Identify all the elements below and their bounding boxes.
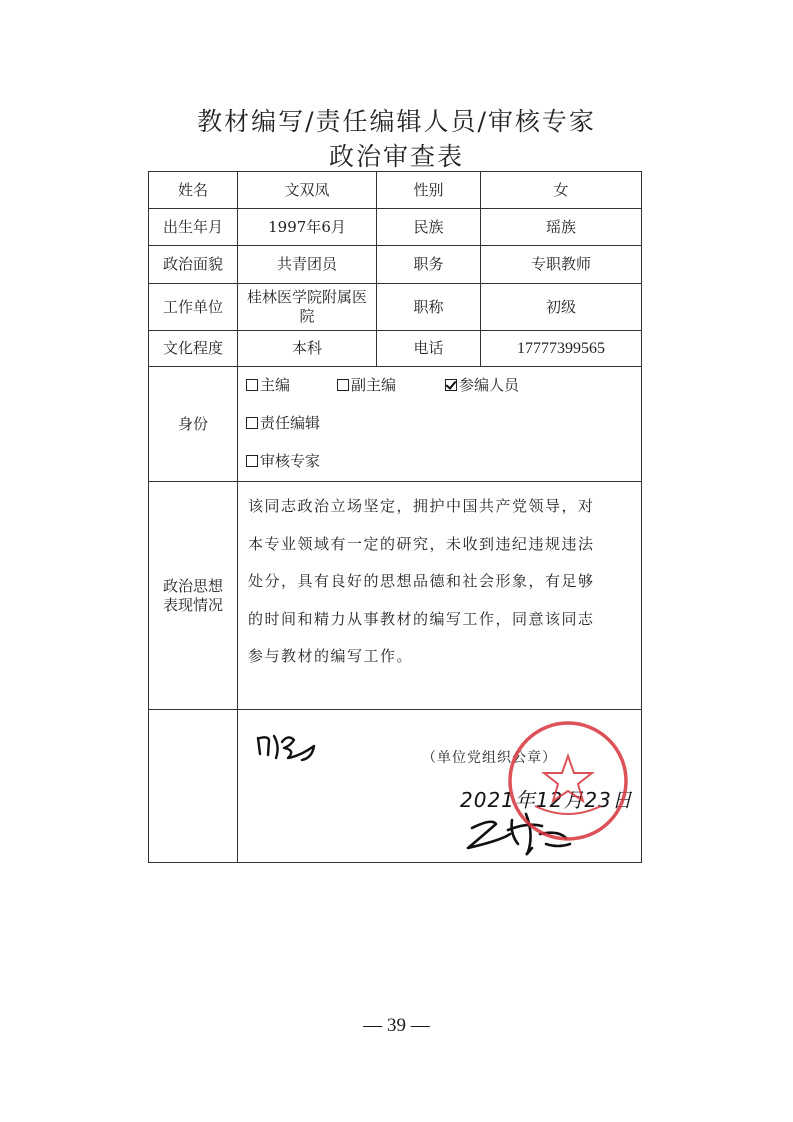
handwritten-agree-signature bbox=[254, 728, 324, 764]
label-evaluation bbox=[149, 482, 238, 710]
value-ethnicity: 瑶族 bbox=[481, 209, 642, 246]
checkbox-chief-editor-icon[interactable] bbox=[246, 379, 258, 391]
label-political-status: 政治面貌 bbox=[149, 246, 238, 284]
value-position: 专职教师 bbox=[481, 246, 642, 284]
row-evaluation bbox=[149, 482, 642, 710]
label-name: 姓名 bbox=[149, 172, 238, 209]
checkbox-contributor-checked-icon[interactable] bbox=[445, 379, 457, 391]
row-birth bbox=[149, 209, 642, 246]
option-responsible-editor-label: 责任编辑 bbox=[260, 414, 321, 432]
label-phone: 电话 bbox=[377, 331, 481, 367]
checkbox-deputy-editor-icon[interactable] bbox=[337, 379, 349, 391]
value-title: 初级 bbox=[481, 284, 642, 331]
value-political-status: 共青团员 bbox=[238, 246, 377, 284]
option-chief-editor-label: 主编 bbox=[260, 376, 291, 394]
approval-blank-label bbox=[149, 710, 238, 863]
label-gender: 性别 bbox=[377, 172, 481, 209]
row-education bbox=[149, 331, 642, 367]
label-identity: 身份 bbox=[149, 367, 238, 482]
option-responsible-editor[interactable] bbox=[246, 414, 320, 433]
value-gender: 女 bbox=[481, 172, 642, 209]
row-political bbox=[149, 246, 642, 284]
evaluation-line: 处分，具有良好的思想品德和社会形象，有足够 bbox=[248, 572, 595, 590]
option-contributor-label: 参编人员 bbox=[459, 376, 520, 394]
form-title-line2: 政治审查表 bbox=[328, 142, 464, 171]
evaluation-line: 的时间和精力从事教材的编写工作，同意该同志 bbox=[248, 609, 595, 628]
option-review-expert[interactable] bbox=[246, 452, 320, 471]
value-phone: 17777399565 bbox=[481, 331, 642, 367]
evaluation-line: 本专业领域有一定的研究，未收到违纪违规违法 bbox=[248, 534, 595, 553]
form-title-line1: 教材编写/责任编辑人员/审核专家 bbox=[197, 107, 596, 136]
option-deputy-editor[interactable] bbox=[337, 376, 396, 395]
row-workplace bbox=[149, 284, 642, 331]
identity-options bbox=[238, 367, 642, 482]
evaluation-line: 该同志政治立场坚定，拥护中国共产党领导，对 bbox=[248, 497, 595, 515]
label-ethnicity: 民族 bbox=[377, 209, 481, 246]
approval-date: 2021年12月23日 bbox=[460, 788, 633, 812]
label-education: 文化程度 bbox=[149, 331, 238, 367]
value-birth: 1997年6月 bbox=[238, 209, 377, 246]
row-name bbox=[149, 172, 642, 209]
evaluation-line: 参与教材的编写工作。 bbox=[248, 647, 414, 665]
label-position: 职务 bbox=[377, 246, 481, 284]
label-evaluation-line2: 表现情况 bbox=[162, 595, 223, 614]
value-name: 文双凤 bbox=[238, 172, 377, 209]
option-deputy-editor-label: 副主编 bbox=[351, 376, 397, 394]
official-seal-stamp bbox=[505, 718, 631, 844]
seal-note: （单位党组织公章） bbox=[422, 750, 557, 766]
option-review-expert-label: 审核专家 bbox=[260, 452, 321, 470]
row-identity bbox=[149, 367, 642, 482]
option-chief-editor[interactable] bbox=[246, 376, 290, 395]
label-birth: 出生年月 bbox=[149, 209, 238, 246]
label-evaluation-line1: 政治思想 bbox=[162, 576, 223, 595]
checkbox-review-expert-icon[interactable] bbox=[246, 455, 258, 467]
evaluation-text bbox=[238, 482, 642, 710]
option-contributor[interactable] bbox=[445, 376, 519, 395]
label-title: 职称 bbox=[377, 284, 481, 331]
checkbox-responsible-editor-icon[interactable] bbox=[246, 417, 258, 429]
value-education: 本科 bbox=[238, 331, 377, 367]
label-workplace: 工作单位 bbox=[149, 284, 238, 331]
page-number: — 39 — bbox=[363, 1015, 430, 1036]
value-workplace: 桂林医学院附属医院 bbox=[238, 284, 377, 331]
